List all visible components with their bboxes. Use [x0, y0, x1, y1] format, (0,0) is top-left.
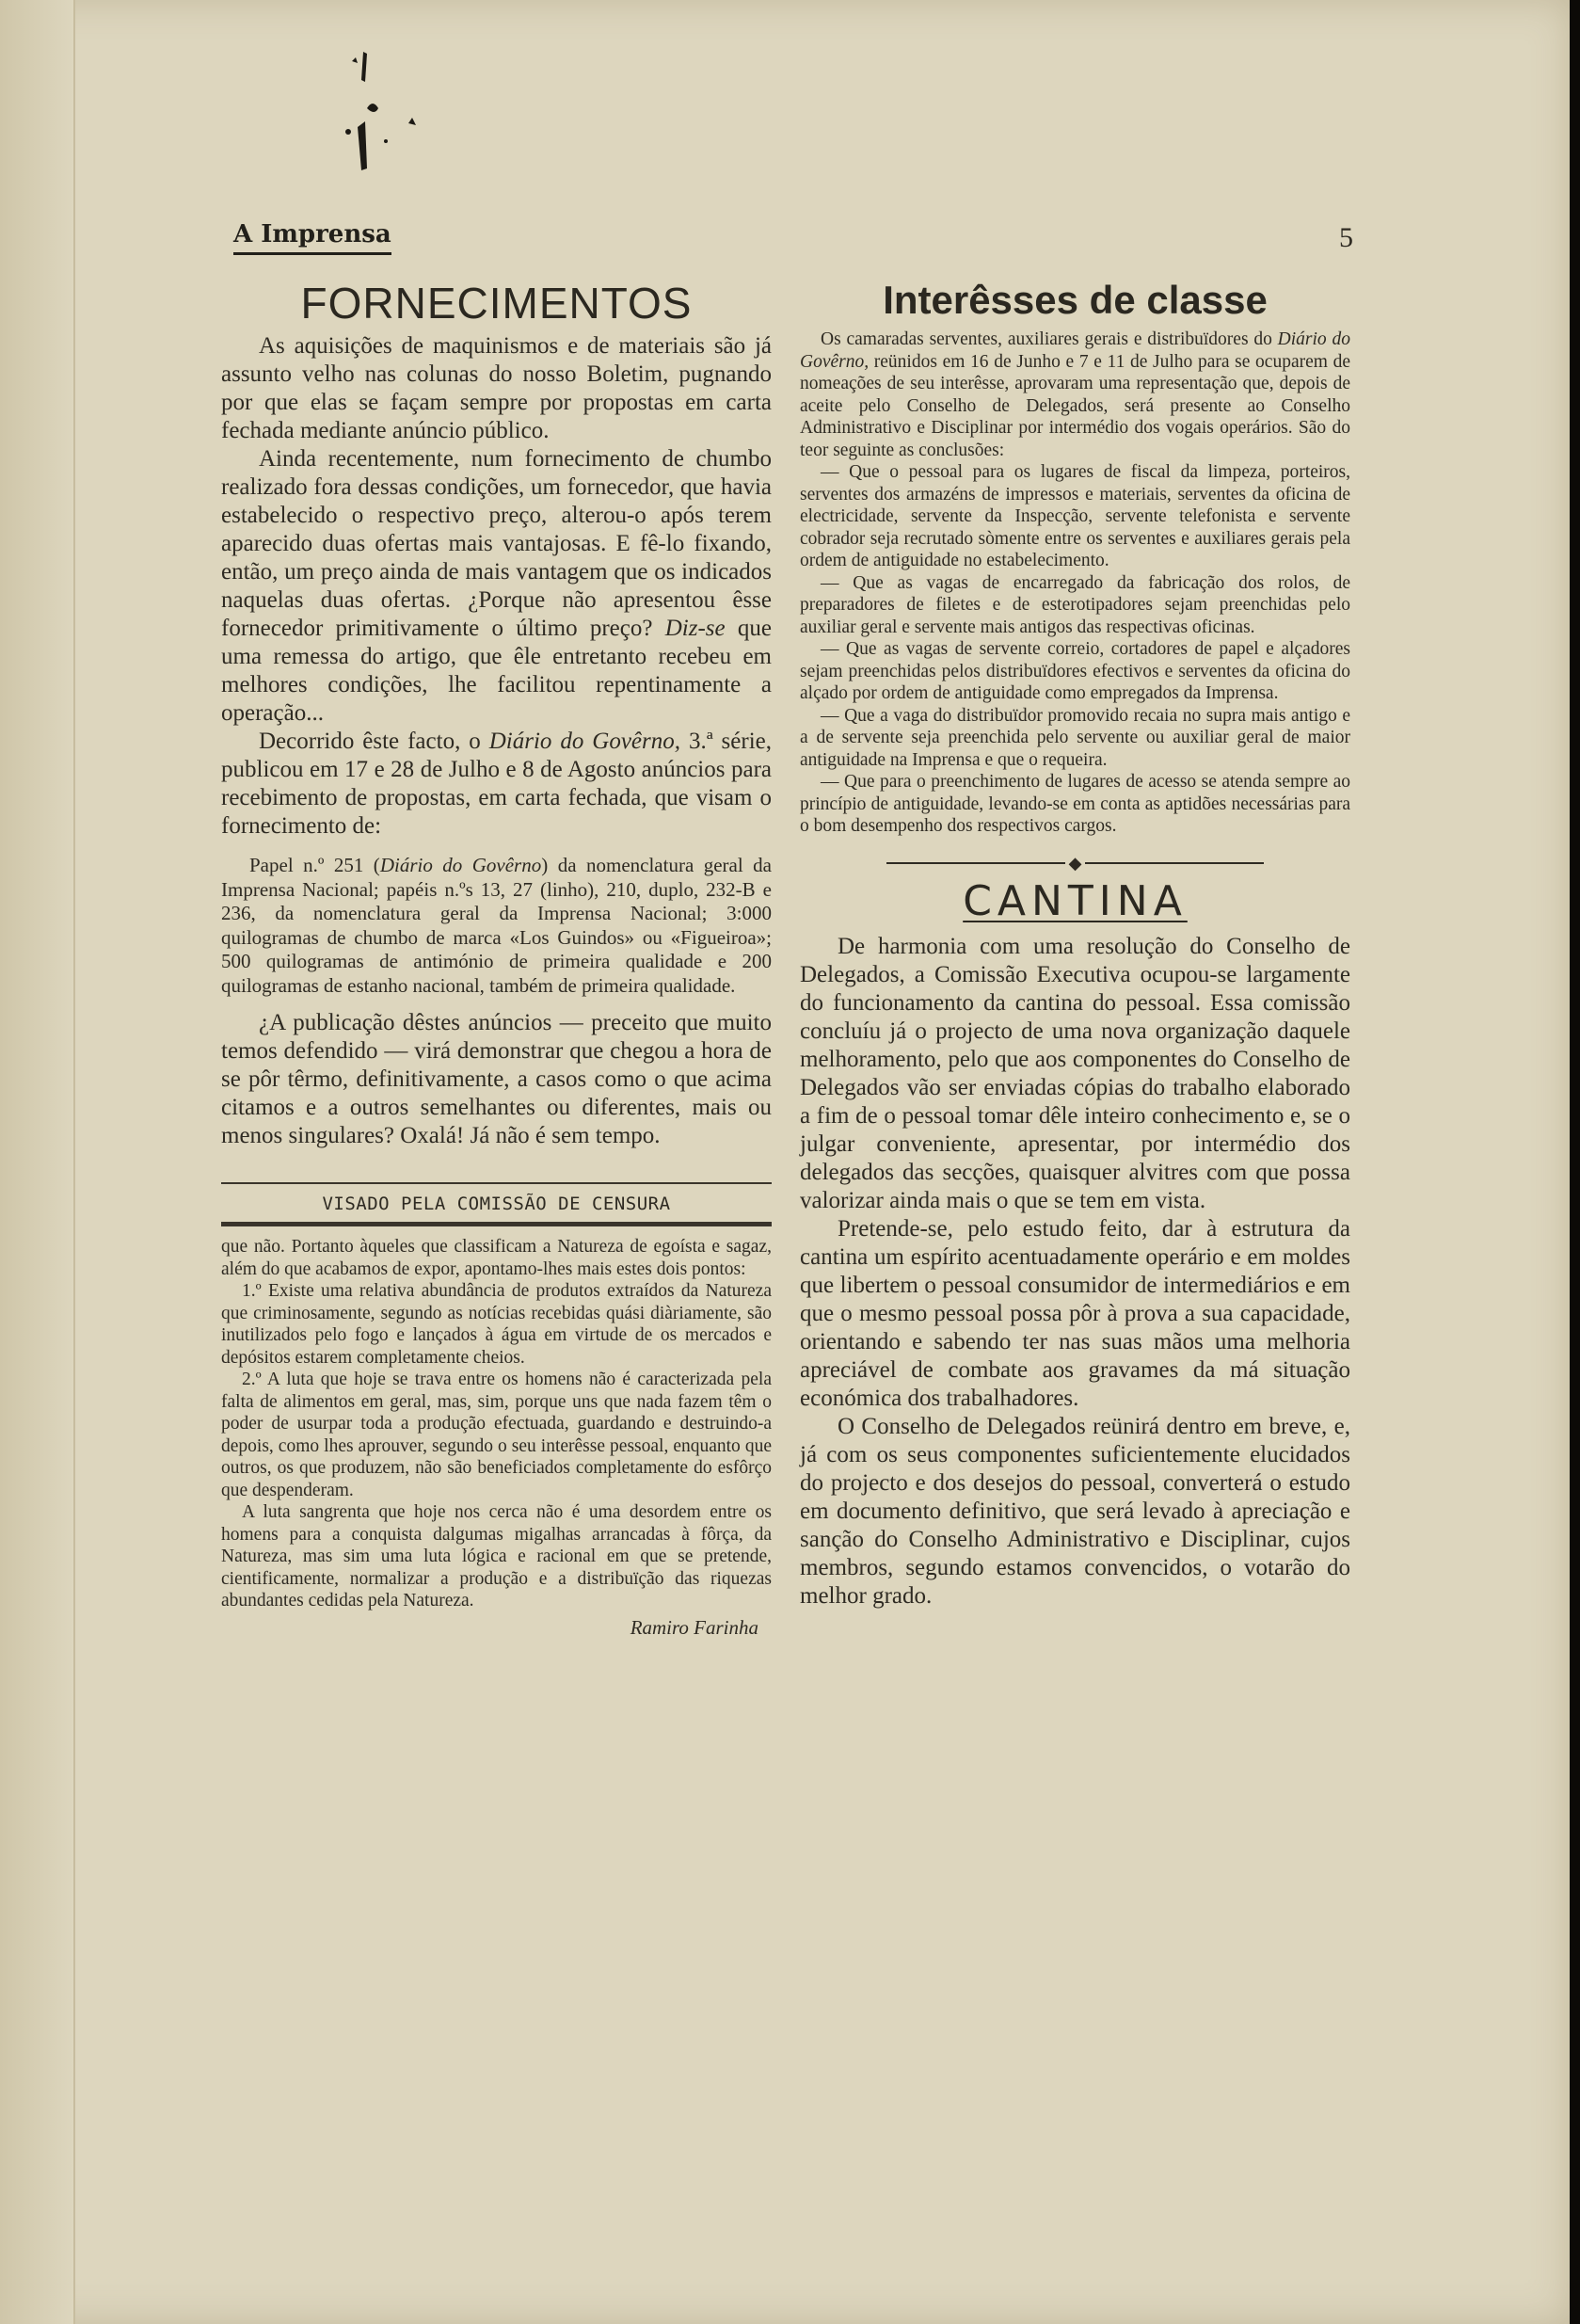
article-body-fornecimentos	[221, 332, 772, 841]
ink-marks	[339, 42, 433, 184]
paragraph: 1.º Existe uma relativa abundância de produtos extraídos da Natureza que criminosamente, segundo as notícias recebidas quási diàriamente, são inutilizados pelo fogo e lançados à água em virtude de os mercados e depósitos estarem completamente cheios.	[221, 1281, 772, 1368]
supply-list	[221, 854, 772, 998]
paragraph: 2.º A luta que hoje se trava entre os homens não é caracterizada pela falta de alimentos em geral, mas, sim, porque uns que nada fazem têm o poder de usurpar toda a produção efectuada, guardando e destruindo-a depois, como lhes aprouver, segundo o seu interêsse pessoal, enquanto que outros, os que produzem, não são beneficiados completamente do esfôrço que despenderam.	[221, 1370, 772, 1500]
rule-right	[1085, 862, 1264, 864]
paragraph: A luta sangrenta que hoje nos cerca não é uma desordem entre os homens para a conquista dalgumas migalhas arrancadas à fôrça, da Natureza, mas sim uma luta lógica e racional em que se pretende, cientificamente, normalizar a produção e a distribuïção das riquezas abundantes cedidas pela Natureza.	[221, 1502, 772, 1611]
divider	[221, 1182, 772, 1184]
paragraph: Papel n.º 251 (Diário do Govêrno) da nomenclatura geral da Imprensa Nacional; papéis n.ºs 13, 27 (linho), 210, duplo, 232-B e 236, da nomenclatura geral da Imprensa Nacional; 3:000 quilogramas de chumbo de marca «Los Guindos» ou «Figueiroa»; 500 quilogramas de antimónio de primeira qualidade e 200 quilogramas de estanho nacional, também de primeira qualidade.	[221, 854, 772, 997]
conclusion-item: — Que as vagas de encarregado da fabricação dos rolos, de preparadores de filetes e de esterotipadores sejam preenchidas pelo auxiliar geral e servente mais antigos das respectivas oficinas.	[800, 572, 1350, 637]
left-column	[221, 278, 772, 1640]
conclusion-item: — Que as vagas de servente correio, cortadores de papel e alçadores sejam preenchidas pelos distribuïdores efectivos e serventes da oficina do alçado por ordem de antiguidade como empregados da Imprensa.	[800, 639, 1350, 703]
paragraph: De harmonia com uma resolução do Conselho de Delegados, a Comissão Executiva ocupou-se largamente do funcionamento da cantina do pessoal. Essa comissão concluíu já o projecto de uma nova organização daquele melhoramento, pelo que aos componentes do Conselho de Delegados vão ser enviadas cópias do trabalho elaborado a fim de o pessoal tomar dêle inteiro conhecimento e, se o julgar conveniente, apresentar, por intermédio dos delegados das secções, quaisquer alvitres com que possa valorizar ainda mais o que se tem em vista.	[800, 933, 1350, 1213]
paragraph: Decorrido êste facto, o Diário do Govêrno, 3.ª série, publicou em 17 e 28 de Julho e 8 de Agosto anúncios para recebimento de propostas, em carta fechada, que visam o fornecimento de:	[221, 729, 773, 839]
article-title-interesses: Interêsses de classe	[883, 278, 1268, 322]
author-signature: Ramiro Farinha	[630, 1615, 758, 1639]
diamond-icon: ◆	[1068, 853, 1082, 873]
article-title-fornecimentos: FORNECIMENTOS	[300, 279, 693, 328]
paragraph: ¿A publicação dêstes anúncios — preceito que muito temos defendido — virá demonstrar que chegou a hora de se pôr têrmo, definitivamente, a casos como o que acima citamos e a outros semelhantes ou diferentes, mais ou menos singulares? Oxalá! Já não é sem tempo.	[221, 1010, 772, 1148]
paragraph: Os camaradas serventes, auxiliares gerais e distribuïdores do Diário do Govêrno, reünidos em 16 de Junho e 7 e 11 de Julho para se ocuparem de nomeações de seu interêsse, aprovaram uma representação que, depois de aceite pelo Conselho de Delegados, será presente ao Conselho Administrativo e Disciplinar por intermédio dos vogais operários. São do teor seguinte as conclusões:	[800, 329, 1350, 460]
censorship-notice: VISADO PELA COMISSÃO DE CENSURA	[322, 1194, 671, 1214]
article-body-cantina	[800, 933, 1350, 1611]
masthead: A Imprensa	[233, 220, 391, 255]
page-header	[233, 215, 1353, 256]
divider	[221, 1222, 772, 1226]
page-fold-edge	[0, 0, 75, 2324]
conclusion-item: — Que a vaga do distribuïdor promovido recaia no supra mais antigo e a de servente seja preenchida pelo servente ou auxiliar geral de maior antiguidade na Imprensa e que o requeira.	[800, 705, 1350, 770]
page-number: 5	[1339, 222, 1353, 253]
paragraph: O Conselho de Delegados reünirá dentro em breve, e, já com os seus componentes suficientemente elucidados do projecto e dos desejos do pessoal, converterá o estudo em documento definitivo, que será levado à apreciação e sanção do Conselho Administrativo e Disciplinar, cujos membros, segundo estamos convencidos, o votarão do melhor grado.	[800, 1413, 1350, 1609]
ornament-divider	[800, 855, 1350, 872]
conclusion-item: — Que para o preenchimento de lugares de acesso se atenda sempre ao princípio de antiguidade, levando-se em conta as aptidões necessárias para o bom desempenho dos respectivos cargos.	[800, 772, 1350, 836]
paragraph: Pretende-se, pelo estudo feito, dar à estrutura da cantina um espírito acentuadamente operário e em moldes que libertem o pessoal consumidor de intermediários e em que o mesmo pessoal possa pôr à prova a sua capacidade, orientando e sabendo ter nas suas mãos uma melhoria apreciável de combate aos gravames da má situação económica dos trabalhadores.	[800, 1215, 1350, 1411]
article-body-interesses	[800, 329, 1350, 838]
emphasis: Diário do Govêrno	[379, 854, 542, 876]
article-closing	[221, 1009, 772, 1150]
conclusion-item: — Que o pessoal para os lugares de fiscal da limpeza, porteiros, serventes dos armazéns de impressos e materiais, serventes da oficina de electricidade, servente da Inspecção, servente telefonista e servente cobrador seja recrutado sòmente entre os serventes e auxiliares gerais pela ordem de antiguidade no estabelecimento.	[800, 462, 1350, 570]
right-column	[800, 278, 1350, 1611]
emphasis: Diário do Govêrno,	[488, 729, 681, 754]
rule-left	[886, 862, 1065, 864]
emphasis: Diz-se	[664, 616, 726, 641]
paragraph: que não. Portanto àqueles que classificam a Natureza de egoísta e sagaz, além do que acabamos de expor, apontamo-lhes mais estes dois pontos:	[221, 1237, 772, 1279]
article-body-natureza	[221, 1236, 772, 1612]
paragraph: Ainda recentemente, num fornecimento de chumbo realizado fora dessas condições, um fornecedor, que havia estabelecido o respectivo preço, alterou-o após terem aparecido duas ofertas mais vantajosas. E fê-lo fixando, então, um preço ainda de mais vantagem que os indicados naquelas duas ofertas. ¿Porque não apresentou êsse fornecedor primitivamente o último preço? Diz-se que uma remessa do artigo, que êle entretanto recebeu em melhores condições, lhe facilitou repentinamente a operação...	[221, 446, 772, 726]
article-title-cantina: CANTINA	[963, 876, 1188, 925]
emphasis: Diário do Govêrno,	[800, 329, 1350, 372]
paragraph: As aquisições de maquinismos e de materiais são já assunto velho nas colunas do nosso Boletim, pugnando por que elas se façam sempre por propostas em carta fechada mediante anúncio público.	[221, 333, 772, 443]
